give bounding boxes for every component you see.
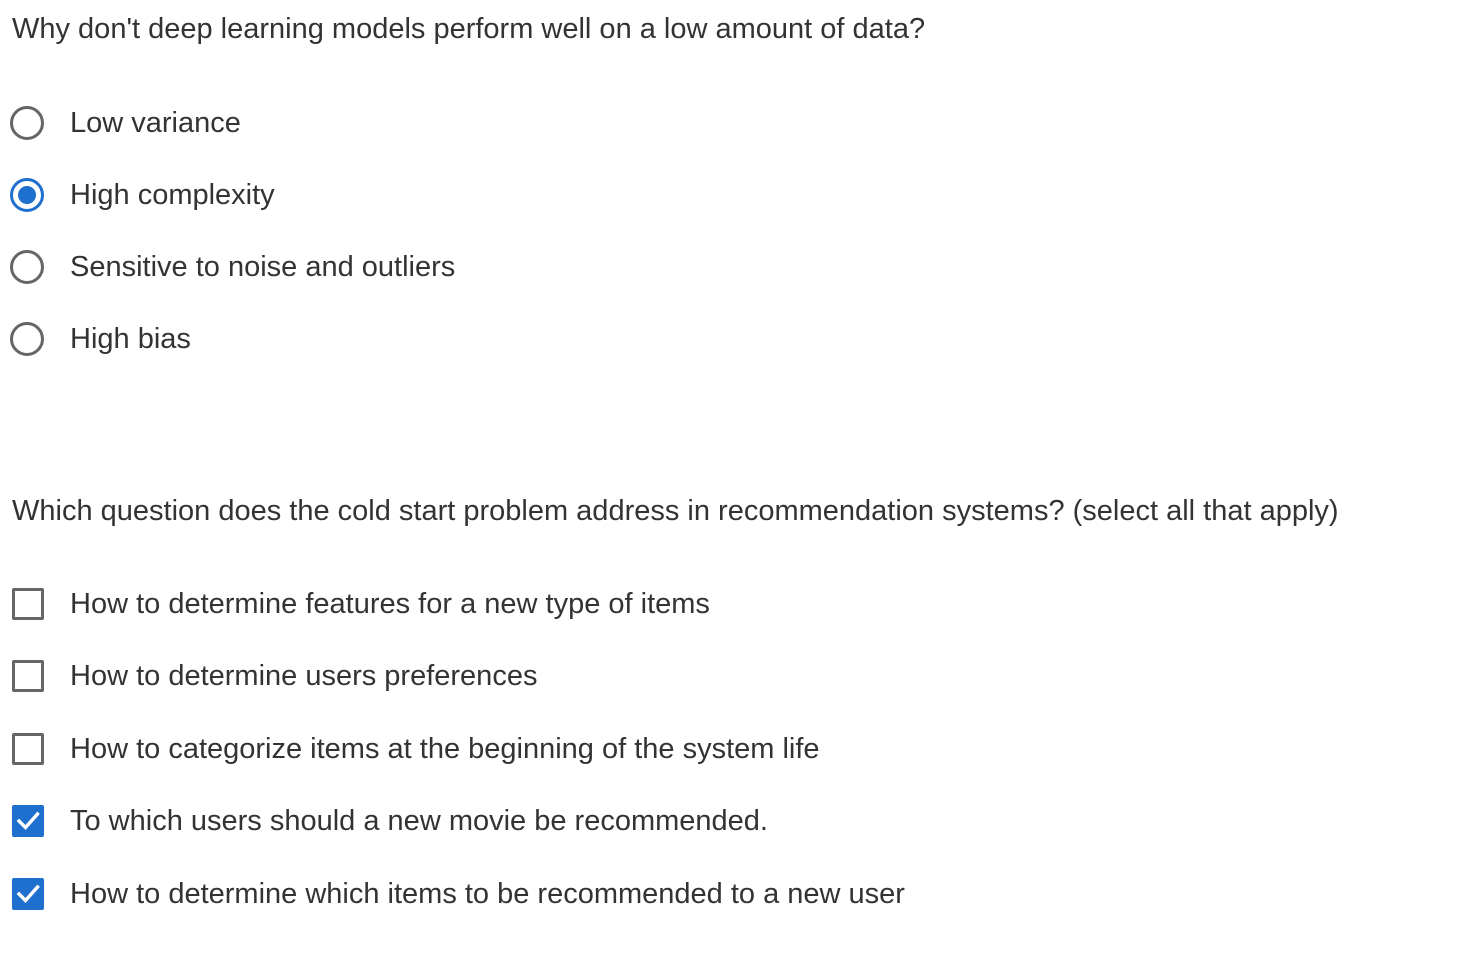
q1-option-low-variance[interactable] [10, 101, 241, 145]
q2-option-categorize-items[interactable] [10, 727, 820, 771]
checkbox-checked[interactable] [12, 878, 44, 910]
radio-button[interactable] [10, 250, 44, 284]
checkbox[interactable] [12, 588, 44, 620]
checkbox-checked[interactable] [12, 805, 44, 837]
option-label: How to categorize items at the beginning of the system life [70, 733, 820, 765]
radio-button[interactable] [10, 322, 44, 356]
option-label: Low variance [70, 107, 241, 139]
option-label: High bias [70, 323, 191, 355]
q2-option-features-new-items[interactable] [10, 582, 710, 626]
q1-option-sensitive-to-noise[interactable] [10, 245, 456, 289]
radio-button-selected[interactable] [10, 178, 44, 212]
q1-option-high-bias[interactable] [10, 317, 191, 361]
option-label: High complexity [70, 179, 275, 211]
option-label: How to determine features for a new type of items [70, 588, 710, 620]
checkbox[interactable] [12, 733, 44, 765]
option-label: How to determine which items to be recommended to a new user [70, 878, 905, 910]
q1-option-high-complexity[interactable] [10, 173, 275, 217]
checkbox[interactable] [12, 660, 44, 692]
q2-option-items-new-user[interactable] [10, 872, 905, 916]
radio-button[interactable] [10, 106, 44, 140]
option-label: Sensitive to noise and outliers [70, 251, 456, 283]
q2-option-new-movie-users[interactable] [10, 799, 768, 843]
checkmark-icon [16, 809, 40, 833]
question-1-prompt: Why don't deep learning models perform well on a low amount of data? [12, 13, 926, 45]
q2-option-users-preferences[interactable] [10, 654, 538, 698]
question-2-prompt: Which question does the cold start problem address in recommendation systems? (select all that apply) [12, 495, 1339, 527]
option-label: To which users should a new movie be recommended. [70, 805, 768, 837]
option-label: How to determine users preferences [70, 660, 538, 692]
checkmark-icon [16, 882, 40, 906]
